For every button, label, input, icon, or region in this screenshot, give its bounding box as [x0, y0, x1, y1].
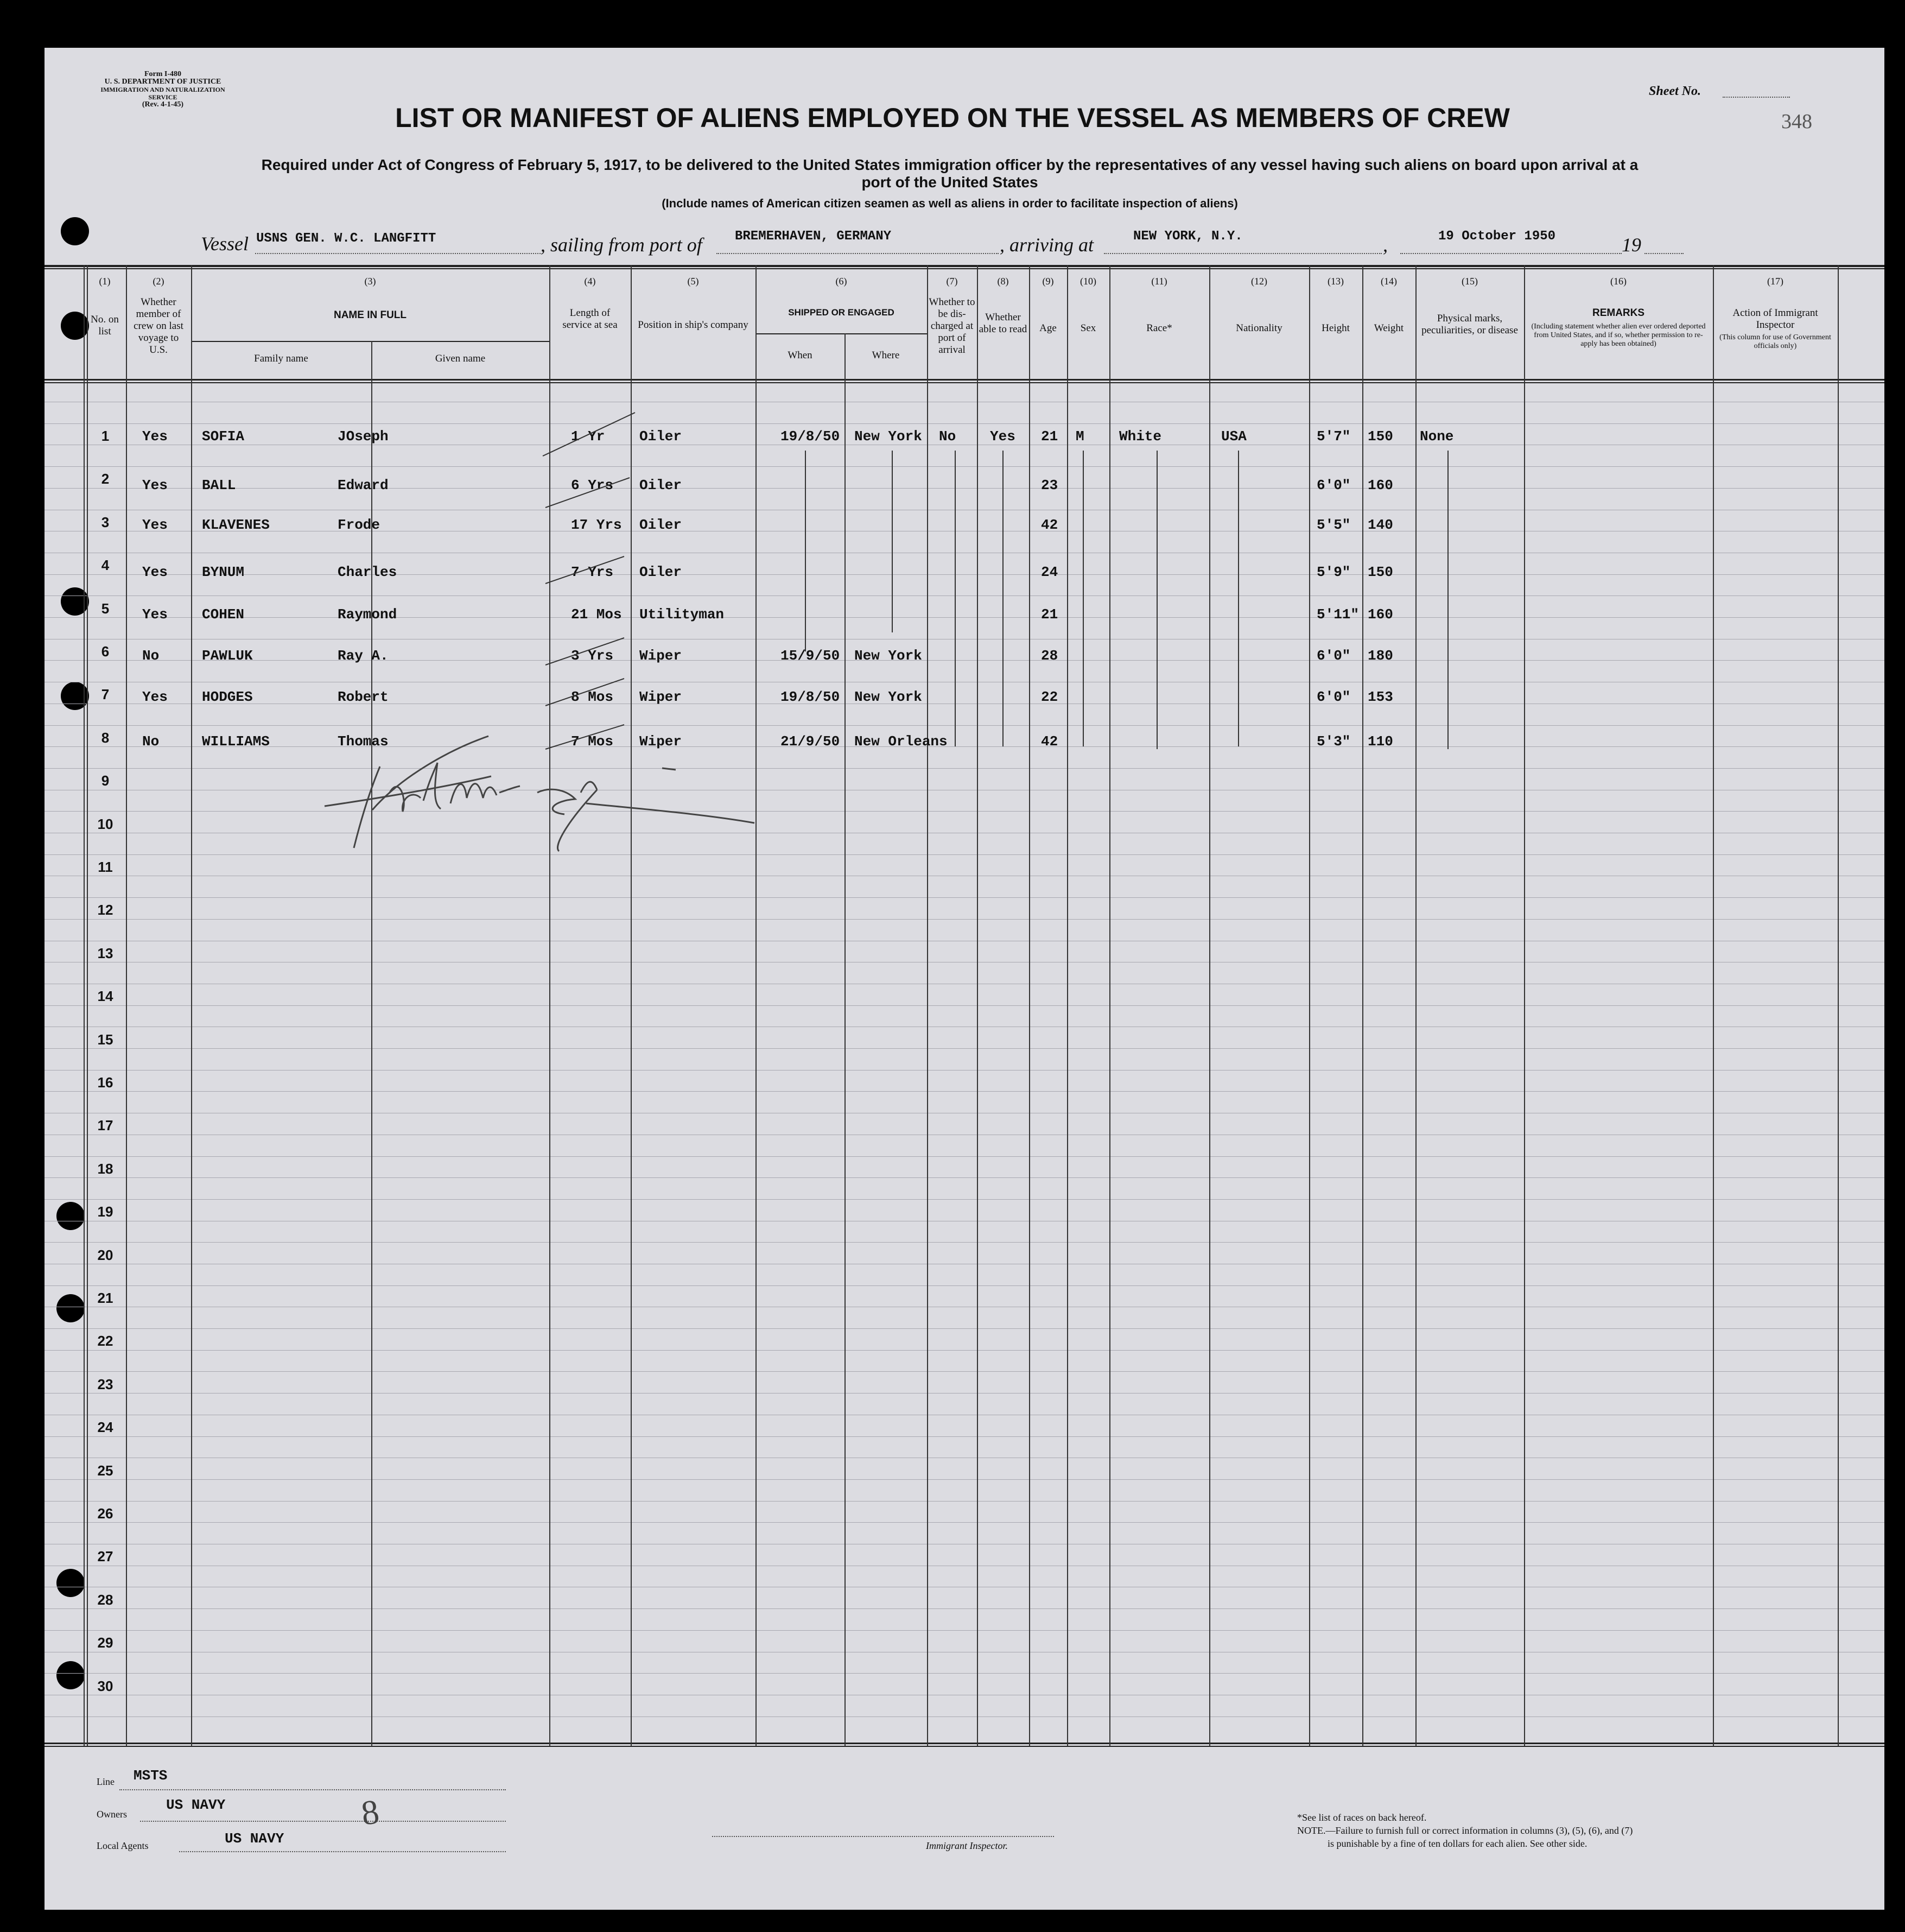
col-11-number: (11): [1151, 276, 1167, 287]
col-5-label: Position in ship's company: [638, 319, 748, 331]
handwritten-count: 8: [359, 1792, 382, 1833]
cell-where: New York: [854, 428, 922, 445]
cell-age: 28: [1041, 648, 1058, 664]
col-9-number: (9): [1042, 276, 1054, 287]
col-3-number: (3): [364, 276, 376, 287]
cell-service: 6 Yrs: [571, 477, 614, 493]
cell-service: 21 Mos: [571, 606, 622, 623]
cell-position: Wiper: [639, 648, 682, 664]
row-number: 16: [97, 1074, 113, 1091]
col-17-number: (17): [1767, 276, 1783, 287]
port-to: NEW YORK, N.Y.: [1133, 229, 1243, 244]
col-16-note: (Including statement whether alien ever ordered deported from United States, and if so, whether permission to re-apply has been obtained): [1531, 322, 1706, 348]
cell-last-voyage: Yes: [142, 606, 168, 623]
cell-when: 21/9/50: [780, 733, 840, 750]
row-number: 26: [97, 1505, 113, 1522]
owners-label: Owners: [97, 1809, 127, 1820]
cell-service: 8 Mos: [571, 689, 614, 705]
cell-position: Oiler: [639, 428, 682, 445]
comma: ,: [1383, 234, 1388, 256]
sheet-number-label: Sheet No.: [1649, 84, 1701, 98]
row-number: 30: [97, 1678, 113, 1694]
row-number: 12: [97, 902, 113, 918]
service-strike: [545, 638, 624, 665]
cell-weight: 150: [1368, 564, 1393, 580]
row-number: 3: [101, 514, 110, 530]
cell-race: White: [1119, 428, 1162, 445]
where-header: Where: [872, 350, 900, 361]
cell-last-voyage: Yes: [142, 689, 168, 705]
service-strike: [545, 725, 624, 749]
row-number: 28: [97, 1592, 113, 1608]
col-10-label: Sex: [1080, 322, 1096, 334]
cell-weight: 180: [1368, 648, 1393, 664]
col-6-label: SHIPPED OR ENGAGED: [788, 307, 894, 318]
col-16-label: REMARKS: [1592, 307, 1645, 319]
cell-read: Yes: [990, 428, 1015, 445]
cell-sex: M: [1076, 428, 1084, 445]
cell-height: 5'9": [1317, 564, 1351, 580]
row-number: 27: [97, 1548, 113, 1564]
cell-weight: 160: [1368, 606, 1393, 623]
cell-height: 5'11": [1317, 606, 1360, 623]
cell-weight: 110: [1368, 733, 1393, 750]
cell-last-voyage: Yes: [142, 564, 168, 580]
arriving-label: , arriving at: [1000, 234, 1094, 256]
note-line-2: is punishable by a fine of ten dollars for each alien. See other side.: [1328, 1838, 1587, 1849]
cell-position: Oiler: [639, 477, 682, 493]
row-number: 4: [101, 557, 110, 573]
row-number: 18: [97, 1161, 113, 1177]
agents-field-line: [179, 1851, 506, 1852]
row-number: 11: [98, 859, 113, 875]
cell-given: Robert: [338, 689, 389, 705]
cell-last-voyage: Yes: [142, 517, 168, 533]
col-10-number: (10): [1080, 276, 1096, 287]
cell-service: 7 Mos: [571, 733, 614, 750]
row-number: 6: [101, 643, 110, 660]
cell-when: 19/8/50: [780, 428, 840, 445]
col-17-note: (This column for use of Government officials only): [1719, 333, 1831, 350]
row-number: 14: [97, 988, 113, 1004]
inspector-label: Immigrant Inspector.: [926, 1840, 1008, 1851]
col-7-label: Whether to be dis-charged at port of arrival: [929, 296, 975, 356]
sailing-label: , sailing from port of: [541, 234, 702, 256]
cell-last-voyage: No: [142, 733, 160, 750]
cell-discharged: No: [939, 428, 956, 445]
service-name: IMMIGRATION AND NATURALIZATION SERVICE: [100, 86, 225, 101]
row-number: 25: [97, 1462, 113, 1479]
cell-weight: 150: [1368, 428, 1393, 445]
col-16-number: (16): [1610, 276, 1627, 287]
cell-given: JOseph: [338, 428, 389, 445]
service-strike: [545, 679, 624, 706]
service-strike: [545, 478, 630, 508]
vessel-label: Vessel: [201, 233, 249, 255]
col-2-number: (2): [153, 276, 164, 287]
col-17-label: Action of Immigrant Inspector: [1732, 307, 1818, 331]
col-15-label: Physical marks, peculiarities, or disease: [1421, 313, 1518, 336]
cell-given: Edward: [338, 477, 389, 493]
row-number: 8: [101, 730, 110, 746]
cell-age: 21: [1041, 606, 1058, 623]
cell-family: WILLIAMS: [202, 733, 270, 750]
vessel-name: USNS GEN. W.C. LANGFITT: [256, 231, 436, 246]
col-1-label: No. on list: [91, 314, 119, 337]
cell-when: 19/8/50: [780, 689, 840, 705]
cell-last-voyage: Yes: [142, 428, 168, 445]
col-4-number: (4): [584, 276, 596, 287]
row-number: 13: [97, 945, 113, 961]
cell-marks: None: [1420, 428, 1454, 445]
cell-family: PAWLUK: [202, 648, 253, 664]
revision: (Rev. 4-1-45): [142, 100, 184, 109]
col-12-number: (12): [1251, 276, 1267, 287]
cell-last-voyage: No: [142, 648, 160, 664]
cell-position: Wiper: [639, 733, 682, 750]
row-number: 9: [101, 772, 110, 789]
arrival-date: 19 October 1950: [1438, 229, 1556, 244]
given-name-header: Given name: [435, 353, 486, 364]
cell-weight: 140: [1368, 517, 1393, 533]
cell-service: 1 Yr: [571, 428, 605, 445]
col-5-number: (5): [687, 276, 699, 287]
cell-nationality: USA: [1221, 428, 1247, 445]
cell-height: 5'5": [1317, 517, 1351, 533]
cell-weight: 160: [1368, 477, 1393, 493]
cell-where: New York: [854, 689, 922, 705]
cell-given: Raymond: [338, 606, 397, 623]
row-number: 22: [97, 1333, 113, 1349]
col-8-label: Whether able to read: [979, 312, 1027, 335]
cell-height: 5'3": [1317, 733, 1351, 750]
line-value: MSTS: [134, 1768, 168, 1784]
subtitle-note: (Include names of American citizen seamen as well as aliens in order to facilitate inspection of aliens): [662, 197, 1238, 210]
cell-family: KLAVENES: [202, 517, 270, 533]
cell-age: 23: [1041, 477, 1058, 493]
cell-last-voyage: Yes: [142, 477, 168, 493]
race-note: *See list of races on back hereof.: [1297, 1812, 1427, 1823]
row-number: 24: [97, 1419, 113, 1435]
service-strike: [545, 556, 624, 584]
cell-age: 22: [1041, 689, 1058, 705]
cell-position: Oiler: [639, 564, 682, 580]
department: U. S. DEPARTMENT OF JUSTICE: [104, 78, 221, 86]
cell-weight: 153: [1368, 689, 1393, 705]
cell-given: Thomas: [338, 733, 389, 750]
owners-value: US NAVY: [166, 1797, 226, 1813]
row-number: 21: [97, 1290, 113, 1306]
row-number: 23: [97, 1376, 113, 1392]
row-number: 1: [101, 428, 110, 444]
col-15-number: (15): [1462, 276, 1478, 287]
col-2-label: Whether member of crew on last voyage to U.S.: [134, 296, 183, 356]
local-agents-value: US NAVY: [225, 1830, 284, 1847]
col-6-number: (6): [835, 276, 847, 287]
col-14-label: Weight: [1374, 322, 1404, 334]
cell-where: New York: [854, 648, 922, 664]
col-11-label: Race*: [1146, 322, 1172, 334]
cell-when: 15/9/50: [780, 648, 840, 664]
cell-service: 7 Yrs: [571, 564, 614, 580]
col-14-number: (14): [1381, 276, 1397, 287]
col-9-label: Age: [1039, 322, 1057, 334]
row-number: 7: [101, 686, 110, 702]
cell-given: Frode: [338, 517, 380, 533]
note-line-1: NOTE.—Failure to furnish full or correct information in columns (3), (5), (6), and (7): [1297, 1825, 1633, 1836]
subtitle-line-1: Required under Act of Congress of February 5, 1917, to be delivered to the United States immigration officer by the representatives of any vessel having such aliens on board upon arrival at a: [261, 156, 1639, 173]
cell-height: 6'0": [1317, 689, 1351, 705]
cell-family: HODGES: [202, 689, 253, 705]
col-13-label: Height: [1322, 322, 1350, 334]
stamp-number: 348: [1781, 110, 1812, 133]
col-8-number: (8): [997, 276, 1009, 287]
cell-age: 42: [1041, 517, 1058, 533]
row-number: 2: [101, 471, 110, 487]
line-field-line: [119, 1789, 506, 1790]
cell-family: BYNUM: [202, 564, 245, 580]
page-title: LIST OR MANIFEST OF ALIENS EMPLOYED ON THE VESSEL AS MEMBERS OF CREW: [395, 103, 1510, 133]
cell-given: Charles: [338, 564, 397, 580]
cell-height: 6'0": [1317, 648, 1351, 664]
subtitle-line-2: port of the United States: [861, 174, 1038, 191]
line-label: Line: [97, 1776, 115, 1787]
cell-position: Wiper: [639, 689, 682, 705]
cell-given: Ray A.: [338, 648, 389, 664]
family-name-header: Family name: [254, 353, 308, 364]
row-number: 19: [97, 1203, 113, 1220]
local-agents-label: Local Agents: [97, 1840, 149, 1851]
port-from: BREMERHAVEN, GERMANY: [735, 229, 892, 244]
service-strike: [543, 413, 635, 456]
owners-field-line: [140, 1821, 506, 1822]
cell-height: 5'7": [1317, 428, 1351, 445]
cell-service: 3 Yrs: [571, 648, 614, 664]
row-number: 20: [97, 1247, 113, 1263]
cell-position: Oiler: [639, 517, 682, 533]
row-number: 5: [101, 600, 110, 617]
cell-height: 6'0": [1317, 477, 1351, 493]
row-number: 29: [97, 1635, 113, 1651]
signature: [325, 736, 754, 851]
col-3-label: NAME IN FULL: [333, 309, 407, 321]
cell-age: 42: [1041, 733, 1058, 750]
cell-family: BALL: [202, 477, 236, 493]
cell-age: 24: [1041, 564, 1058, 580]
cell-where: New Orleans: [854, 733, 948, 750]
cell-age: 21: [1041, 428, 1058, 445]
form-number: Form I-480: [144, 70, 182, 78]
cell-service: 17 Yrs: [571, 517, 622, 533]
year-label: 19: [1622, 234, 1641, 256]
cell-family: COHEN: [202, 606, 245, 623]
row-number: 10: [97, 816, 113, 832]
when-header: When: [788, 350, 812, 361]
row-number: 15: [97, 1031, 113, 1048]
col-4-label: Length of service at sea: [562, 307, 618, 331]
row-number: 17: [97, 1117, 113, 1133]
inspector-signature-line: [712, 1836, 1054, 1837]
cell-position: Utilityman: [639, 606, 725, 623]
col-13-number: (13): [1328, 276, 1344, 287]
col-1-number: (1): [99, 276, 111, 287]
col-12-label: Nationality: [1236, 322, 1282, 334]
cell-family: SOFIA: [202, 428, 245, 445]
col-7-number: (7): [946, 276, 958, 287]
